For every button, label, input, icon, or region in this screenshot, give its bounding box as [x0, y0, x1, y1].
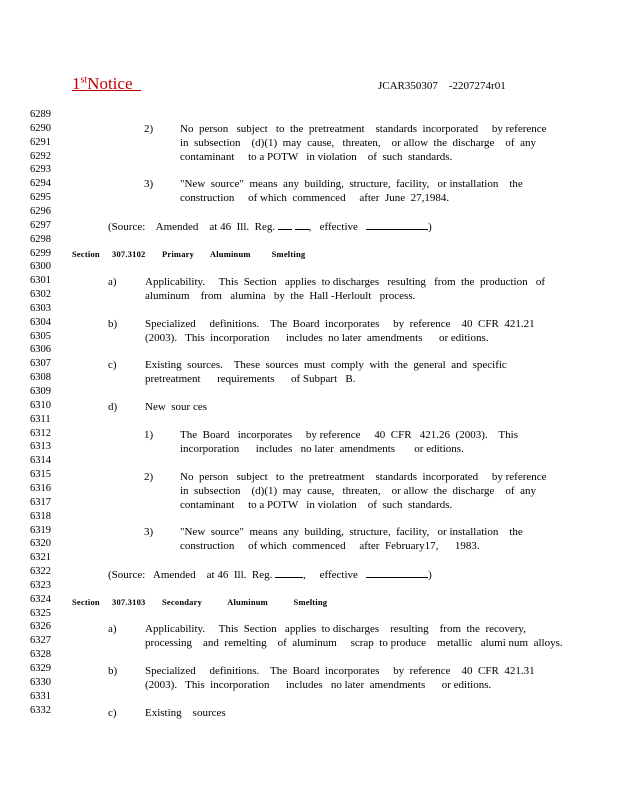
text-line: Specialized definitions. The Board incorporates by reference 40 CFR 421.31 [145, 665, 535, 677]
line-number: 6332 [30, 704, 51, 716]
line-number: 6311 [30, 413, 51, 425]
list-marker: b) [108, 318, 118, 330]
line-number: 6313 [30, 441, 51, 453]
section-title: Primary Aluminum Smelting [162, 249, 306, 259]
source-note: (Source: Amended at 46 Ill. Reg. , effective ) [108, 569, 432, 581]
section-number: 307.3103 [112, 597, 146, 607]
line-number: 6321 [30, 552, 51, 564]
line-number: 6293 [30, 164, 51, 176]
line-number: 6318 [30, 510, 51, 522]
line-number: 6307 [30, 358, 51, 370]
line-number: 6299 [30, 247, 51, 259]
source-note: (Source: Amended at 46 Ill. Reg. , effective ) [108, 221, 432, 233]
line-number: 6320 [30, 538, 51, 550]
line-number: 6330 [30, 676, 51, 688]
line-number: 6308 [30, 372, 51, 384]
line-number: 6325 [30, 607, 51, 619]
list-marker: 3) [144, 526, 154, 538]
text-line: New sour ces [145, 401, 208, 413]
list-marker: a) [108, 276, 117, 288]
text-line: The Board incorporates by reference 40 CFR 421.26 (2003). This [180, 429, 518, 441]
text-line: No person subject to the pretreatment standards incorporated by reference [180, 123, 547, 135]
line-number: 6329 [30, 663, 51, 674]
line-number: 6302 [30, 289, 51, 300]
text-line: (2003). This incorporation includes no later amendments or editions. [145, 332, 489, 344]
text-line: "New source" means any building, structure, facility, or installation the [180, 526, 523, 538]
line-number: 6292 [30, 150, 51, 162]
line-number: 6309 [30, 386, 51, 397]
text-line: Specialized definitions. The Board incorporates by reference 40 CFR 421.21 [145, 318, 535, 330]
line-number: 6323 [30, 579, 51, 591]
section-title: Secondary Aluminum Smelting [162, 597, 328, 607]
line-number: 6305 [30, 330, 51, 342]
line-number: 6315 [30, 469, 51, 481]
line-number: 6322 [30, 566, 51, 577]
line-number: 6298 [30, 233, 51, 245]
line-number: 6331 [30, 690, 51, 702]
list-marker: c) [108, 707, 117, 719]
section-label: Section [72, 249, 100, 259]
line-number: 6306 [30, 344, 51, 356]
blank-line [295, 219, 309, 230]
text-line: incorporation includes no later amendments or editions. [180, 443, 464, 455]
list-marker: 1) [144, 429, 154, 441]
line-number: 6327 [30, 635, 51, 647]
text-line: (2003). This incorporation includes no later amendments or editions. [145, 679, 492, 691]
line-number: 6310 [30, 399, 51, 411]
notice-title: 1stNotice [72, 74, 141, 93]
text-line: Applicability. This Section applies to discharges resulting from the recovery, [145, 623, 526, 635]
line-number: 6294 [30, 178, 51, 190]
line-number: 6304 [30, 316, 51, 328]
list-marker: d) [108, 401, 118, 413]
list-marker: c) [108, 359, 117, 371]
line-number: 6314 [30, 455, 51, 467]
blank-line [275, 567, 303, 578]
document-reference: JCAR350307 -2207274r01 [378, 80, 506, 92]
line-number: 6290 [30, 122, 51, 134]
text-line: contaminant to a POTW in violation of such standards. [180, 499, 453, 511]
list-marker: a) [108, 623, 117, 635]
text-line: in subsection (d)(1) may cause, threaten, or allow the discharge of any [180, 485, 536, 497]
text-line: aluminum from alumina by the Hall -Herloult process. [145, 290, 416, 302]
text-line: pretreatment requirements of Subpart B. [145, 373, 356, 385]
line-number: 6297 [30, 219, 51, 231]
list-marker: 2) [144, 123, 154, 135]
line-number: 6289 [30, 109, 51, 120]
text-line: processing and remelting of aluminum scrap to produce metallic alumi num alloys. [145, 637, 563, 649]
text-line: Existing sources [145, 707, 226, 719]
line-number: 6312 [30, 427, 51, 439]
line-number: 6295 [30, 192, 51, 204]
line-number: 6326 [30, 621, 51, 633]
line-number: 6317 [30, 496, 51, 508]
list-marker: 2) [144, 471, 154, 483]
blank-line [278, 219, 292, 230]
text-line: Existing sources. These sources must comply with the general and specific [145, 359, 507, 371]
text-line: construction of which commenced after February17, 1983. [180, 540, 480, 552]
text-line: construction of which commenced after June 27,1984. [180, 192, 450, 204]
list-marker: 3) [144, 178, 154, 190]
section-label: Section [72, 597, 100, 607]
line-number: 6296 [30, 205, 51, 217]
section-number: 307.3102 [112, 249, 146, 259]
text-line: "New source" means any building, structure, facility, or installation the [180, 178, 523, 190]
text-line: Applicability. This Section applies to discharges resulting from the production of [145, 276, 546, 288]
line-number: 6291 [30, 136, 51, 148]
list-marker: b) [108, 665, 118, 677]
text-line: contaminant to a POTW in violation of such standards. [180, 151, 453, 163]
line-number: 6303 [30, 302, 51, 314]
text-line: No person subject to the pretreatment standards incorporated by reference [180, 471, 547, 483]
text-line: in subsection (d)(1) may cause, threaten, or allow the discharge of any [180, 137, 536, 149]
line-number: 6301 [30, 275, 51, 287]
line-number: 6324 [30, 593, 51, 605]
line-number: 6319 [30, 524, 51, 536]
line-number: 6300 [30, 261, 51, 273]
line-number: 6328 [30, 649, 51, 661]
blank-line [366, 219, 428, 230]
line-number: 6316 [30, 482, 51, 494]
blank-line [366, 567, 428, 578]
